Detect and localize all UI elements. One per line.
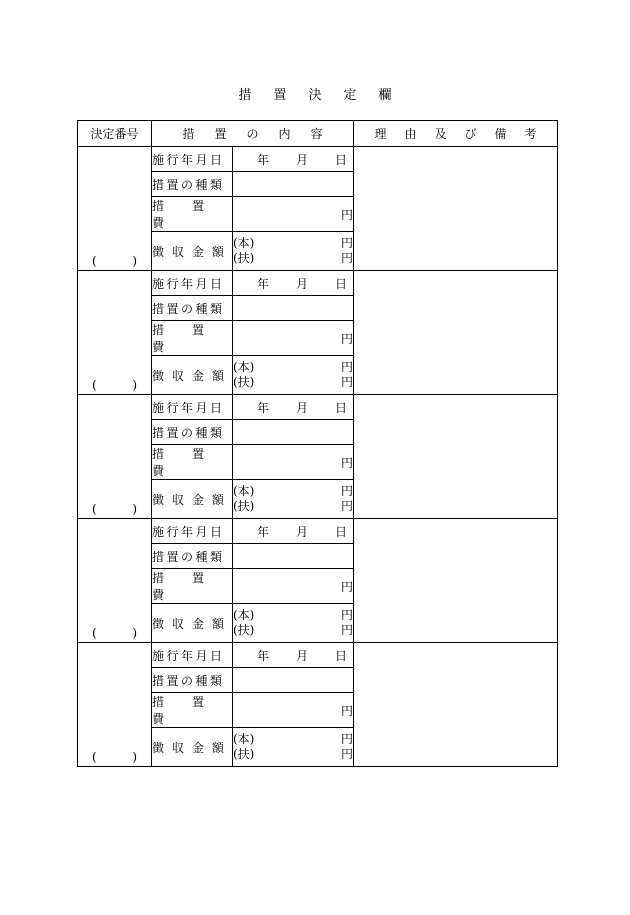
- cost-field[interactable]: [233, 693, 354, 728]
- unit-month: 月: [295, 524, 308, 539]
- unit-month: 月: [295, 648, 308, 663]
- unit-month: 月: [295, 400, 308, 415]
- label-support: (扶): [233, 375, 255, 389]
- collection-field[interactable]: [233, 728, 354, 767]
- record-row-date: [78, 395, 558, 420]
- unit-yen: 円: [341, 331, 354, 346]
- label-cost: 措置費: [152, 693, 233, 728]
- header-decision-number: 決定番号: [78, 121, 152, 147]
- date-field[interactable]: [233, 271, 354, 296]
- unit-day: 日: [335, 152, 348, 167]
- table-header-row: [78, 121, 558, 147]
- unit-yen: 円: [341, 703, 354, 718]
- label-type: 措置の種類: [152, 668, 233, 693]
- unit-year: 年: [256, 276, 269, 291]
- label-collection: 徴収金額: [152, 728, 233, 767]
- unit-yen: 円: [341, 236, 354, 250]
- type-field[interactable]: [233, 420, 354, 445]
- unit-yen: 円: [341, 499, 354, 513]
- label-cost: 措置費: [152, 197, 233, 232]
- label-cost: 措置費: [152, 321, 233, 356]
- label-cost: 措置費: [152, 445, 233, 480]
- paren-open: (: [92, 750, 97, 764]
- unit-yen: 円: [341, 484, 354, 498]
- label-type: 措置の種類: [152, 544, 233, 569]
- label-date: 施行年月日: [152, 519, 233, 544]
- unit-yen: 円: [341, 623, 354, 637]
- header-reason: 理由及び備考: [354, 121, 558, 147]
- paren-close: ): [132, 254, 137, 268]
- label-date: 施行年月日: [152, 147, 233, 172]
- unit-yen: 円: [341, 608, 354, 622]
- unit-yen: 円: [341, 360, 354, 374]
- label-date: 施行年月日: [152, 395, 233, 420]
- paren-close: ): [132, 502, 137, 516]
- label-support: (扶): [233, 251, 255, 265]
- decision-number-cell[interactable]: [78, 271, 152, 395]
- date-field[interactable]: [233, 643, 354, 668]
- paren-open: (: [92, 502, 97, 516]
- reason-field[interactable]: [354, 147, 558, 271]
- cost-field[interactable]: [233, 569, 354, 604]
- label-collection: 徴収金額: [152, 480, 233, 519]
- unit-day: 日: [335, 648, 348, 663]
- record-row-date: [78, 519, 558, 544]
- paren-open: (: [92, 626, 97, 640]
- record-row-date: [78, 147, 558, 172]
- type-field[interactable]: [233, 172, 354, 197]
- unit-year: 年: [256, 152, 269, 167]
- unit-day: 日: [335, 400, 348, 415]
- label-cost: 措置費: [152, 569, 233, 604]
- record-row-date: [78, 271, 558, 296]
- decision-table: [77, 120, 558, 767]
- date-field[interactable]: [233, 395, 354, 420]
- unit-year: 年: [256, 524, 269, 539]
- cost-field[interactable]: [233, 445, 354, 480]
- label-main: (本): [233, 236, 255, 250]
- label-main: (本): [233, 484, 255, 498]
- unit-month: 月: [295, 152, 308, 167]
- unit-day: 日: [335, 524, 348, 539]
- label-main: (本): [233, 608, 255, 622]
- reason-field[interactable]: [354, 519, 558, 643]
- cost-field[interactable]: [233, 321, 354, 356]
- collection-field[interactable]: [233, 232, 354, 271]
- header-content: 措置の内容: [152, 121, 354, 147]
- decision-number-cell[interactable]: [78, 519, 152, 643]
- unit-yen: 円: [341, 207, 354, 222]
- unit-yen: 円: [341, 747, 354, 761]
- date-field[interactable]: [233, 519, 354, 544]
- date-field[interactable]: [233, 147, 354, 172]
- decision-number-cell[interactable]: [78, 643, 152, 767]
- unit-yen: 円: [341, 251, 354, 265]
- reason-field[interactable]: [354, 271, 558, 395]
- label-main: (本): [233, 732, 255, 746]
- record-row-date: [78, 643, 558, 668]
- type-field[interactable]: [233, 544, 354, 569]
- unit-day: 日: [335, 276, 348, 291]
- label-date: 施行年月日: [152, 643, 233, 668]
- unit-yen: 円: [341, 579, 354, 594]
- label-date: 施行年月日: [152, 271, 233, 296]
- paren-open: (: [92, 254, 97, 268]
- collection-field[interactable]: [233, 356, 354, 395]
- label-collection: 徴収金額: [152, 604, 233, 643]
- label-type: 措置の種類: [152, 420, 233, 445]
- label-type: 措置の種類: [152, 296, 233, 321]
- decision-number-cell[interactable]: [78, 395, 152, 519]
- type-field[interactable]: [233, 668, 354, 693]
- paren-close: ): [132, 626, 137, 640]
- label-main: (本): [233, 360, 255, 374]
- reason-field[interactable]: [354, 643, 558, 767]
- paren-close: ): [132, 378, 137, 392]
- label-support: (扶): [233, 747, 255, 761]
- paren-close: ): [132, 750, 137, 764]
- label-support: (扶): [233, 499, 255, 513]
- label-collection: 徴収金額: [152, 232, 233, 271]
- unit-yen: 円: [341, 375, 354, 389]
- reason-field[interactable]: [354, 395, 558, 519]
- paren-open: (: [92, 378, 97, 392]
- unit-year: 年: [256, 400, 269, 415]
- page-title: 措置決定欄: [238, 88, 414, 103]
- label-support: (扶): [233, 623, 255, 637]
- label-type: 措置の種類: [152, 172, 233, 197]
- type-field[interactable]: [233, 296, 354, 321]
- collection-field[interactable]: [233, 480, 354, 519]
- cost-field[interactable]: [233, 197, 354, 232]
- unit-month: 月: [295, 276, 308, 291]
- label-collection: 徴収金額: [152, 356, 233, 395]
- unit-year: 年: [256, 648, 269, 663]
- decision-number-cell[interactable]: [78, 147, 152, 271]
- unit-yen: 円: [341, 732, 354, 746]
- unit-yen: 円: [341, 455, 354, 470]
- collection-field[interactable]: [233, 604, 354, 643]
